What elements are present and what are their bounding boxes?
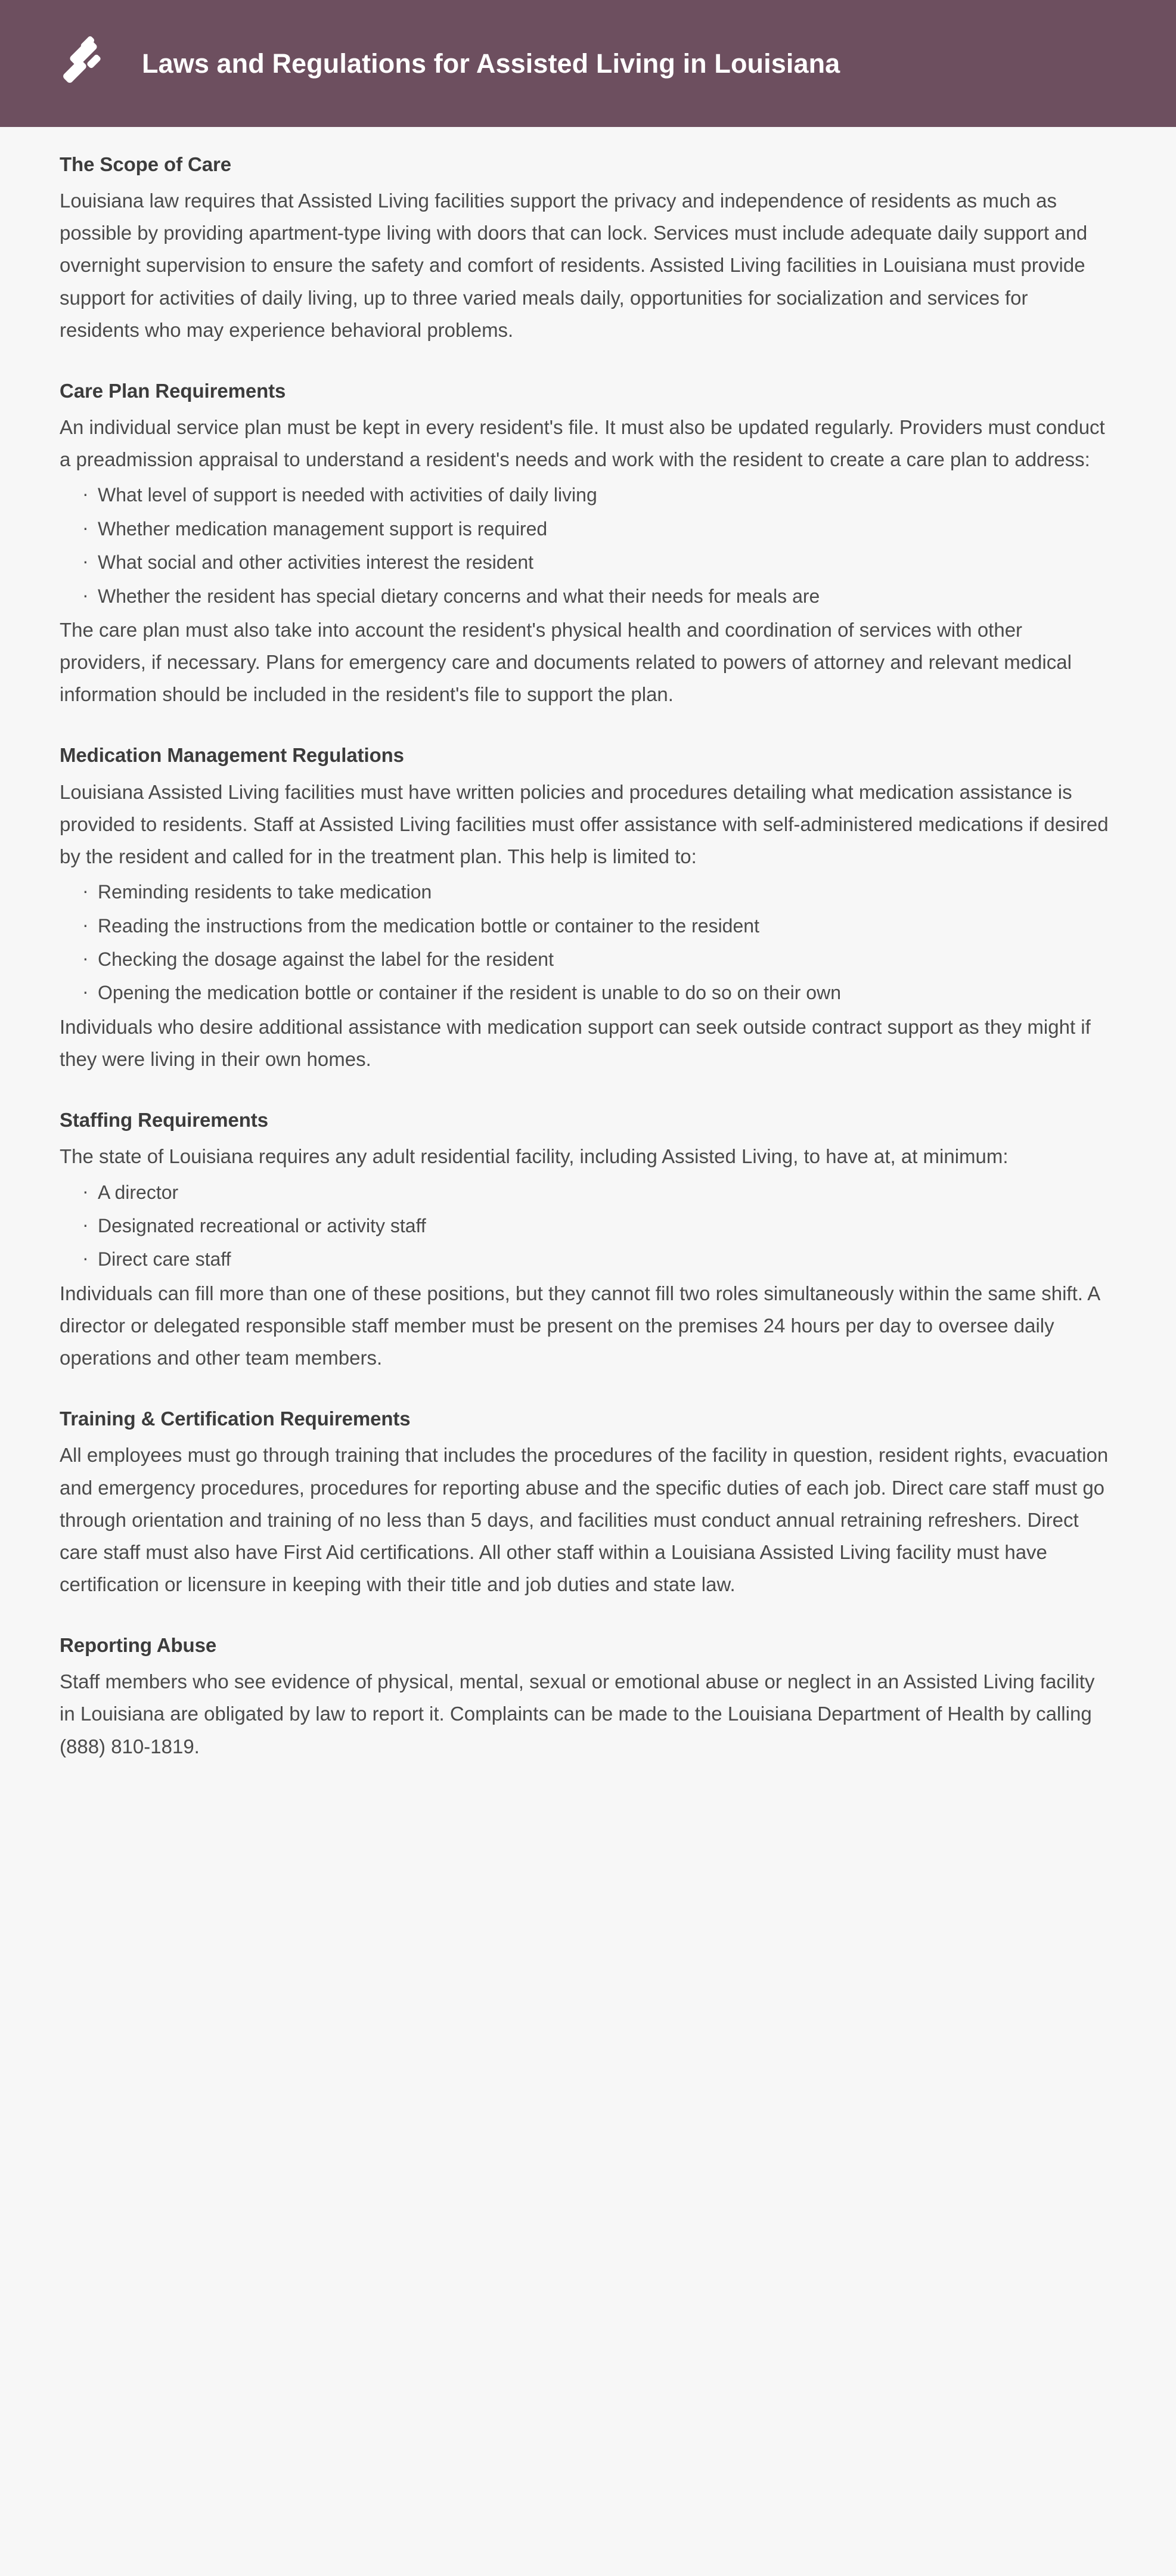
- section-paragraph: The state of Louisiana requires any adult residential facility, including Assisted Living, to have at, at minimum:: [60, 1145, 1009, 1168]
- section-paragraph: Staff members who see evidence of physical, mental, sexual or emotional abuse or neglect in an Assisted Living facility in Louisiana are obligated by law to report it. Complaints can be made to the Louisiana Department of Health by calling (888) 810-1819.: [60, 1670, 1095, 1757]
- section-paragraph: Louisiana law requires that Assisted Living facilities support the privacy and independence of residents as much as possible by providing apartment-type living with doors that can lock. Services must include adequate daily support and overnight supervision to ensure the safety and comfort of residents. Assisted Living facilities in Louisiana must provide support for activities of daily living, up to three varied meals daily, opportunities for socialization and services for residents who may experience behavioral problems.: [60, 190, 1088, 341]
- section-heading: The Scope of Care: [60, 153, 232, 175]
- section-heading: Reporting Abuse: [60, 1634, 217, 1657]
- page-title: Laws and Regulations for Assisted Living in Louisiana: [142, 48, 840, 79]
- section-paragraph: All employees must go through training that includes the procedures of the facility in question, resident rights, evacuation and emergency procedures, procedures for reporting abuse and the specific duties of each job. Direct care staff must go through orientation and training of no less than 5 days, and facilities must conduct annual retraining refreshers. Direct care staff must also have First Aid certifications. All other staff within a Louisiana Assisted Living facility must have certification or licensure in keeping with their title and job duties and state law.: [60, 1444, 1109, 1595]
- list-item: · Whether medication management support is required: [82, 513, 1116, 544]
- section-paragraph: Louisiana Assisted Living facilities must have written policies and procedures detailing what medication assistance is provided to residents. Staff at Assisted Living facilities must offer assistance with self-administered medications if desired by the resident and called for in the treatment plan. This help is limited to:: [60, 780, 1109, 867]
- section-medication-management-regulations: [60, 743, 1116, 1075]
- list-item: · Reading the instructions from the medication bottle or container to the resident: [82, 910, 1116, 941]
- section-staffing-requirements: [60, 1108, 1116, 1374]
- bullet-list: [60, 876, 1116, 1009]
- list-item: · Whether the resident has special dietary concerns and what their needs for meals are: [82, 581, 1116, 612]
- page-header: [0, 0, 1176, 127]
- list-item: · Reminding residents to take medication: [82, 876, 1116, 907]
- section-reporting-abuse: [60, 1633, 1116, 1763]
- section-paragraph: Individuals can fill more than one of these positions, but they cannot fill two roles simultaneously within the same shift. A director or delegated responsible staff member must be present on the premises 24 hours per day to oversee daily operations and other team members.: [60, 1282, 1100, 1369]
- list-item: · Direct care staff: [82, 1244, 1116, 1275]
- document-body: [0, 127, 1176, 1799]
- list-item: · Opening the medication bottle or container if the resident is unable to do so on their own: [82, 977, 1116, 1008]
- section-training-certification-requirements: [60, 1406, 1116, 1601]
- bullet-list: [60, 1177, 1116, 1275]
- section-the-scope-of-care: [60, 152, 1116, 346]
- section-paragraph: Individuals who desire additional assistance with medication support can seek outside contract support as they might if they were living in their own homes.: [60, 1015, 1091, 1071]
- section-paragraph: An individual service plan must be kept in every resident's file. It must also be updated regularly. Providers must conduct a preadmission appraisal to understand a resident's needs and work with the resident to create a care plan to address:: [60, 416, 1105, 471]
- bullet-list: [60, 479, 1116, 612]
- section-heading: Medication Management Regulations: [60, 744, 404, 767]
- section-heading: Staffing Requirements: [60, 1109, 268, 1132]
- list-item: · Designated recreational or activity staff: [82, 1210, 1116, 1241]
- list-item: · A director: [82, 1177, 1116, 1208]
- section-care-plan-requirements: [60, 379, 1116, 711]
- list-item: · What level of support is needed with activities of daily living: [82, 479, 1116, 510]
- section-paragraph: The care plan must also take into account the resident's physical health and coordination of services with other providers, if necessary. Plans for emergency care and documents related to powers of attorney and relevant medical information should be included in the resident's file to support the plan.: [60, 619, 1072, 706]
- gavel-icon: [52, 33, 114, 95]
- list-item: · Checking the dosage against the label for the resident: [82, 944, 1116, 975]
- section-heading: Care Plan Requirements: [60, 379, 286, 402]
- list-item: · What social and other activities interest the resident: [82, 547, 1116, 578]
- section-heading: Training & Certification Requirements: [60, 1408, 411, 1430]
